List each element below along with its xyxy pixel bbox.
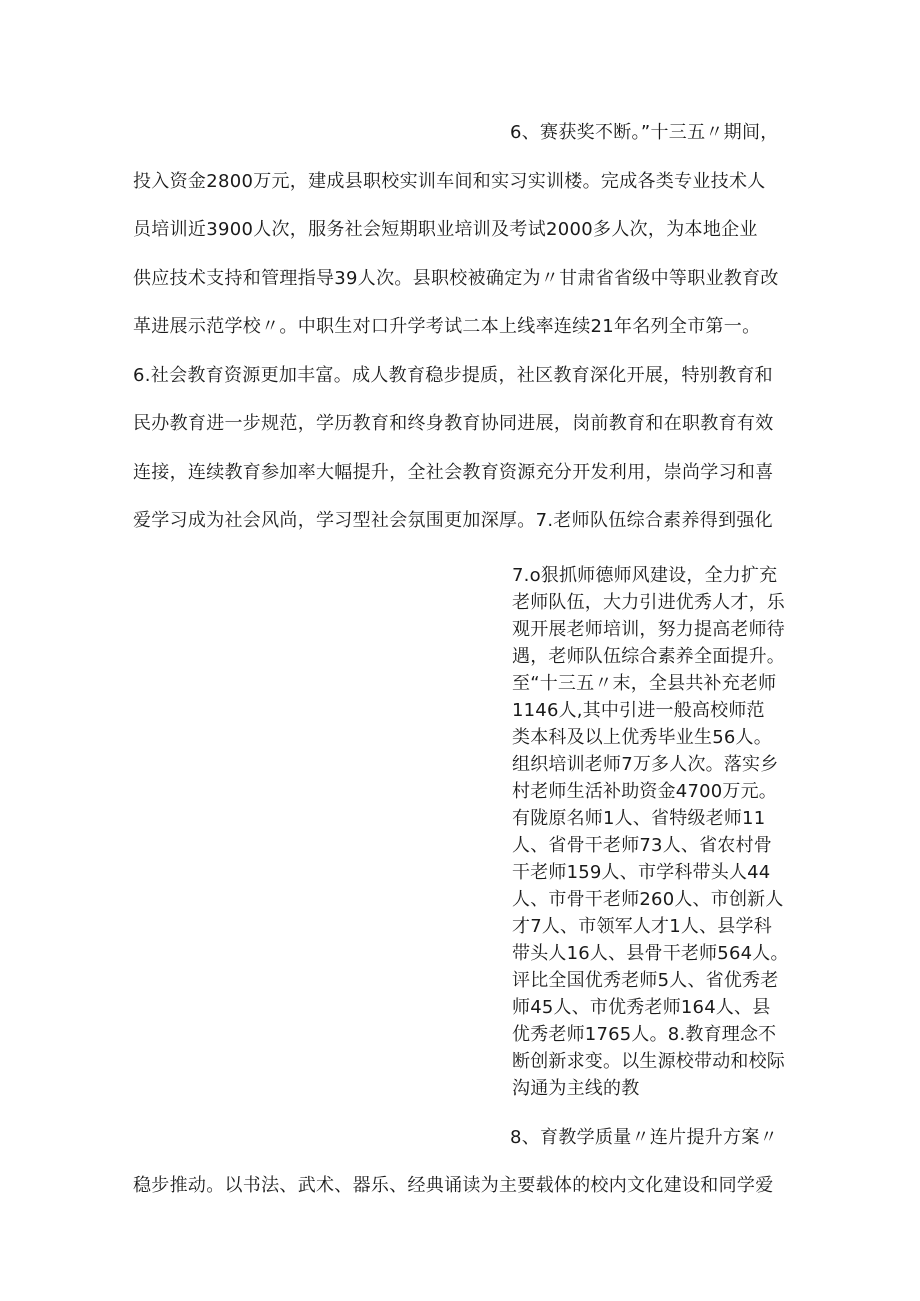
paragraph-line: 爱学习成为社会风尚，学习型社会氛围更加深厚。7.老师队伍综合素养得到强化: [133, 510, 773, 531]
paragraph-line: 6.社会教育资源更加丰富。成人教育稳步提质，社区教育深化开展，特别教育和: [133, 365, 773, 386]
column-line: 干老师159人、市学科带头人44: [512, 862, 771, 883]
paragraph-line: 革进展示范学校〃。中职生对口升学考试二本上线率连续21年名列全市第一。: [133, 316, 761, 337]
column-line: 师45人、市优秀老师164人、县: [512, 997, 771, 1018]
column-line: 老师队伍，大力引进优秀人才，乐: [512, 592, 785, 613]
column-line: 类本科及以上优秀毕业生56人。: [512, 727, 772, 748]
column-line: 断创新求变。以生源校带动和校际: [512, 1051, 785, 1072]
paragraph-line: 稳步推动。以书法、武术、器乐、经典诵读为主要载体的校内文化建设和同学爱: [133, 1175, 774, 1196]
paragraph-line: 员培训近3900人次，服务社会短期职业培训及考试2000多人次，为本地企业: [133, 219, 758, 240]
column-line: 人、市骨干老师260人、市创新人: [512, 889, 784, 910]
column-line: 优秀老师1765人。8.教育理念不: [512, 1024, 777, 1045]
column-line: 1146人,其中引进一般高校师范: [512, 700, 765, 721]
column-line: 人、省骨干老师73人、省农村骨: [512, 835, 772, 856]
column-line: 至“十三五〃末，全县共补充老师: [512, 673, 777, 694]
column-line: 有陇原名师1人、省特级老师11: [512, 808, 766, 829]
column-line: 组织培训老师7万多人次。落实乡: [512, 754, 779, 775]
paragraph-line: 供应技术支持和管理指导39人次。县职校被确定为〃甘肃省省级中等职业教育改: [133, 268, 779, 289]
heading-line-1: 6、赛获奖不断。”十三五〃期间，: [510, 122, 779, 143]
column-line: 7.o狠抓师德师风建设，全力扩充: [512, 565, 778, 586]
paragraph-line: 民办教育进一步规范，学历教育和终身教育协同进展，岗前教育和在职教育有效: [133, 413, 774, 434]
column-line: 村老师生活补助资金4700万元。: [512, 781, 778, 802]
column-line: 带头人16人、县骨干老师564人。: [512, 943, 789, 964]
paragraph-line: 连接，连续教育参加率大幅提升，全社会教育资源充分开发利用，崇尚学习和喜: [133, 462, 774, 483]
paragraph-line: 投入资金2800万元，建成县职校实训车间和实习实训楼。完成各类专业技术人: [133, 171, 766, 192]
column-line: 遇，老师队伍综合素养全面提升。: [512, 646, 785, 667]
heading-line-8: 8、育教学质量〃连片提升方案〃: [510, 1127, 778, 1148]
column-line: 观开展老师培训，努力提高老师待: [512, 619, 785, 640]
column-line: 才7人、市领军人才1人、县学科: [512, 916, 772, 937]
column-line: 沟通为主线的教: [512, 1078, 640, 1099]
column-line: 评比全国优秀老师5人、省优秀老: [512, 970, 779, 991]
